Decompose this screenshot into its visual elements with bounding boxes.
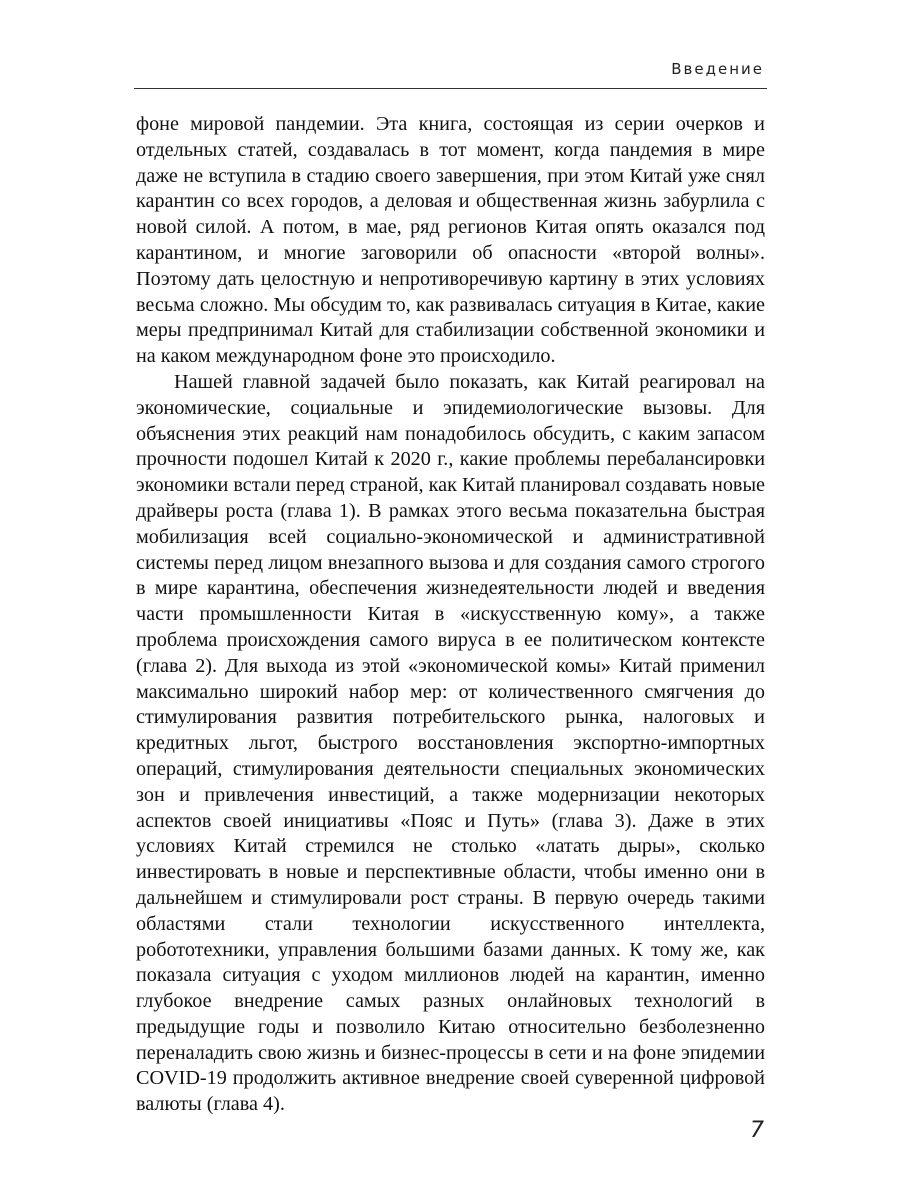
paragraph: Нашей главной задачей было показать, как Китай реагировал на экономические, социальные и эпидемиологические вызовы. Для объяснения этих реакций нам понадобилось обсудить, с каким запасом прочности подошел Китай к 2020 г., какие проблемы перебалансировки экономики встали перед страной, как Китай планировал создавать новые драйверы роста (глава 1). В рамках этого весьма показательна быстрая мобилизация всей социально-экономической и административной системы перед лицом внезапного вызова и для создания самого строгого в мире карантина, обеспечения жизнедеятельности людей и введения части промышленности Китая в «искусственную кому», а также проблема происхождения самого вируса в ее политическом контексте (глава 2). Для выхода из этой «экономической комы» Китай применил максимально широкий набор мер: от количественного смягчения до стимулирования развития потребительского рынка, налоговых и кредитных льгот, быстрого восстановления экспортно-импортных операций, стимулирования деятельности специальных экономических зон и привлечения инвестиций, а также модернизации некоторых аспектов своей инициативы «Пояс и Путь» (глава 3). Даже в этих условиях Китай стремился не столько «латать дыры», сколько инвестировать в новые и перспективные области, чтобы именно они в дальнейшем и стимулировали рост страны. В первую очередь такими областями стали технологии искусственного интеллекта, робототехники, управления большими базами данных. К тому же, как показала ситуация с уходом миллионов людей на карантин, именно глубокое внедрение самых разных онлайновых технологий в предыдущие годы и позволило Китаю относительно безболезненно переналадить свою жизнь и бизнес-процессы в сети и на фоне эпидемии COVID-19 продолжить активное внедрение своей суверенной цифровой валюты (глава 4). (136, 370, 765, 1116)
page-number: 7 (750, 1118, 764, 1143)
body-text (136, 112, 765, 1118)
header-rule (134, 88, 767, 89)
paragraph: фоне мировой пандемии. Эта книга, состоящая из серии очерков и отдельных статей, создавалась в тот момент, когда пандемия в мире даже не вступила в стадию своего завершения, при этом Китай уже снял карантин со всех городов, а деловая и общественная жизнь забурлила с новой силой. А потом, в мае, ряд регионов Китая опять оказался под карантином, и многие заговорили об опасности «второй волны». Поэтому дать целостную и непротиворечивую картину в этих условиях весьма сложно. Мы обсудим то, как развивалась ситуация в Китае, какие меры предпринимал Китай для стабилизации собственной экономики и на каком международном фоне это происходило. (136, 113, 765, 368)
running-head: Введение (671, 60, 764, 78)
